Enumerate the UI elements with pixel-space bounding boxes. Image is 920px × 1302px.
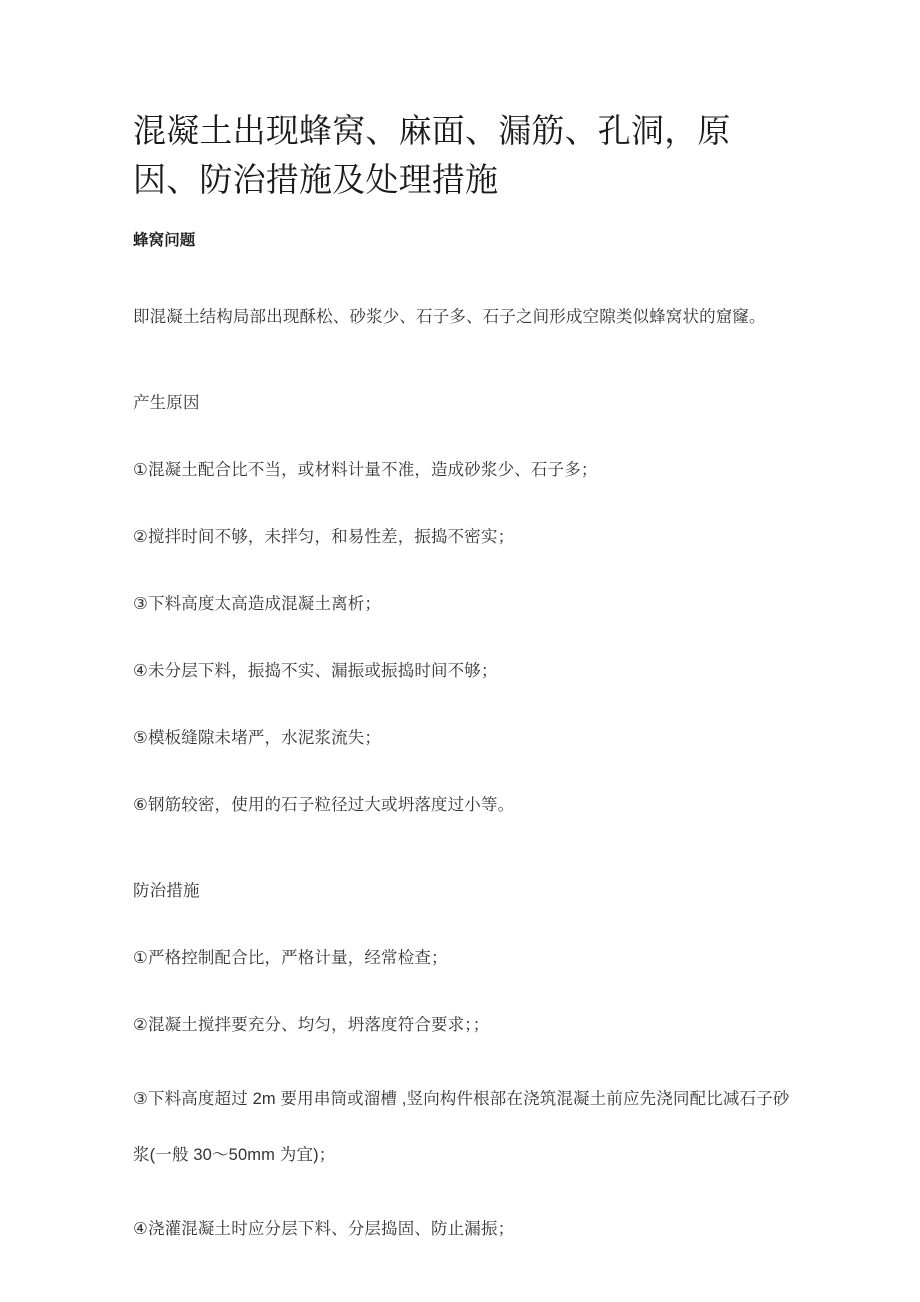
section-heading-causes: 产生原因: [133, 394, 200, 412]
prevention-item-3: ③下料高度超过 2m 要用串筒或溜槽 ,竖向构件根部在浇筑混凝土前应先浇同配比减石子砂浆(一般 30～50mm 为宜)；: [133, 1090, 790, 1164]
section-heading-prevention: 防治措施: [133, 882, 200, 900]
definition-paragraph: 即混凝土结构局部出现酥松、砂浆少、石子多、石子之间形成空隙类似蜂窝状的窟窿。: [133, 308, 766, 326]
cause-item-4: ④未分层下料，振捣不实、漏振或振捣时间不够；: [133, 662, 498, 680]
page-title: 混凝土出现蜂窝、麻面、漏筋、孔洞，原因、防治措施及处理措施: [133, 112, 731, 198]
section-subheading-honeycomb: 蜂窝问题: [133, 232, 196, 249]
prevention-item-4: ④浇灌混凝土时应分层下料、分层捣固、防止漏振；: [133, 1220, 515, 1238]
cause-item-6: ⑥钢筋较密，使用的石子粒径过大或坍落度过小等。: [133, 796, 515, 814]
prevention-item-1: ①严格控制配合比，严格计量，经常检查；: [133, 949, 448, 967]
cause-item-1: ①混凝土配合比不当，或材料计量不准，造成砂浆少、石子多；: [133, 461, 598, 479]
prevention-item-2: ②混凝土搅拌要充分、均匀，坍落度符合要求；；: [133, 1016, 490, 1034]
cause-item-5: ⑤模板缝隙未堵严，水泥浆流失；: [133, 729, 382, 747]
cause-item-2: ②搅拌时间不够，未拌匀，和易性差，振捣不密实；: [133, 528, 515, 546]
cause-item-3: ③下料高度太高造成混凝土离析；: [133, 595, 382, 613]
